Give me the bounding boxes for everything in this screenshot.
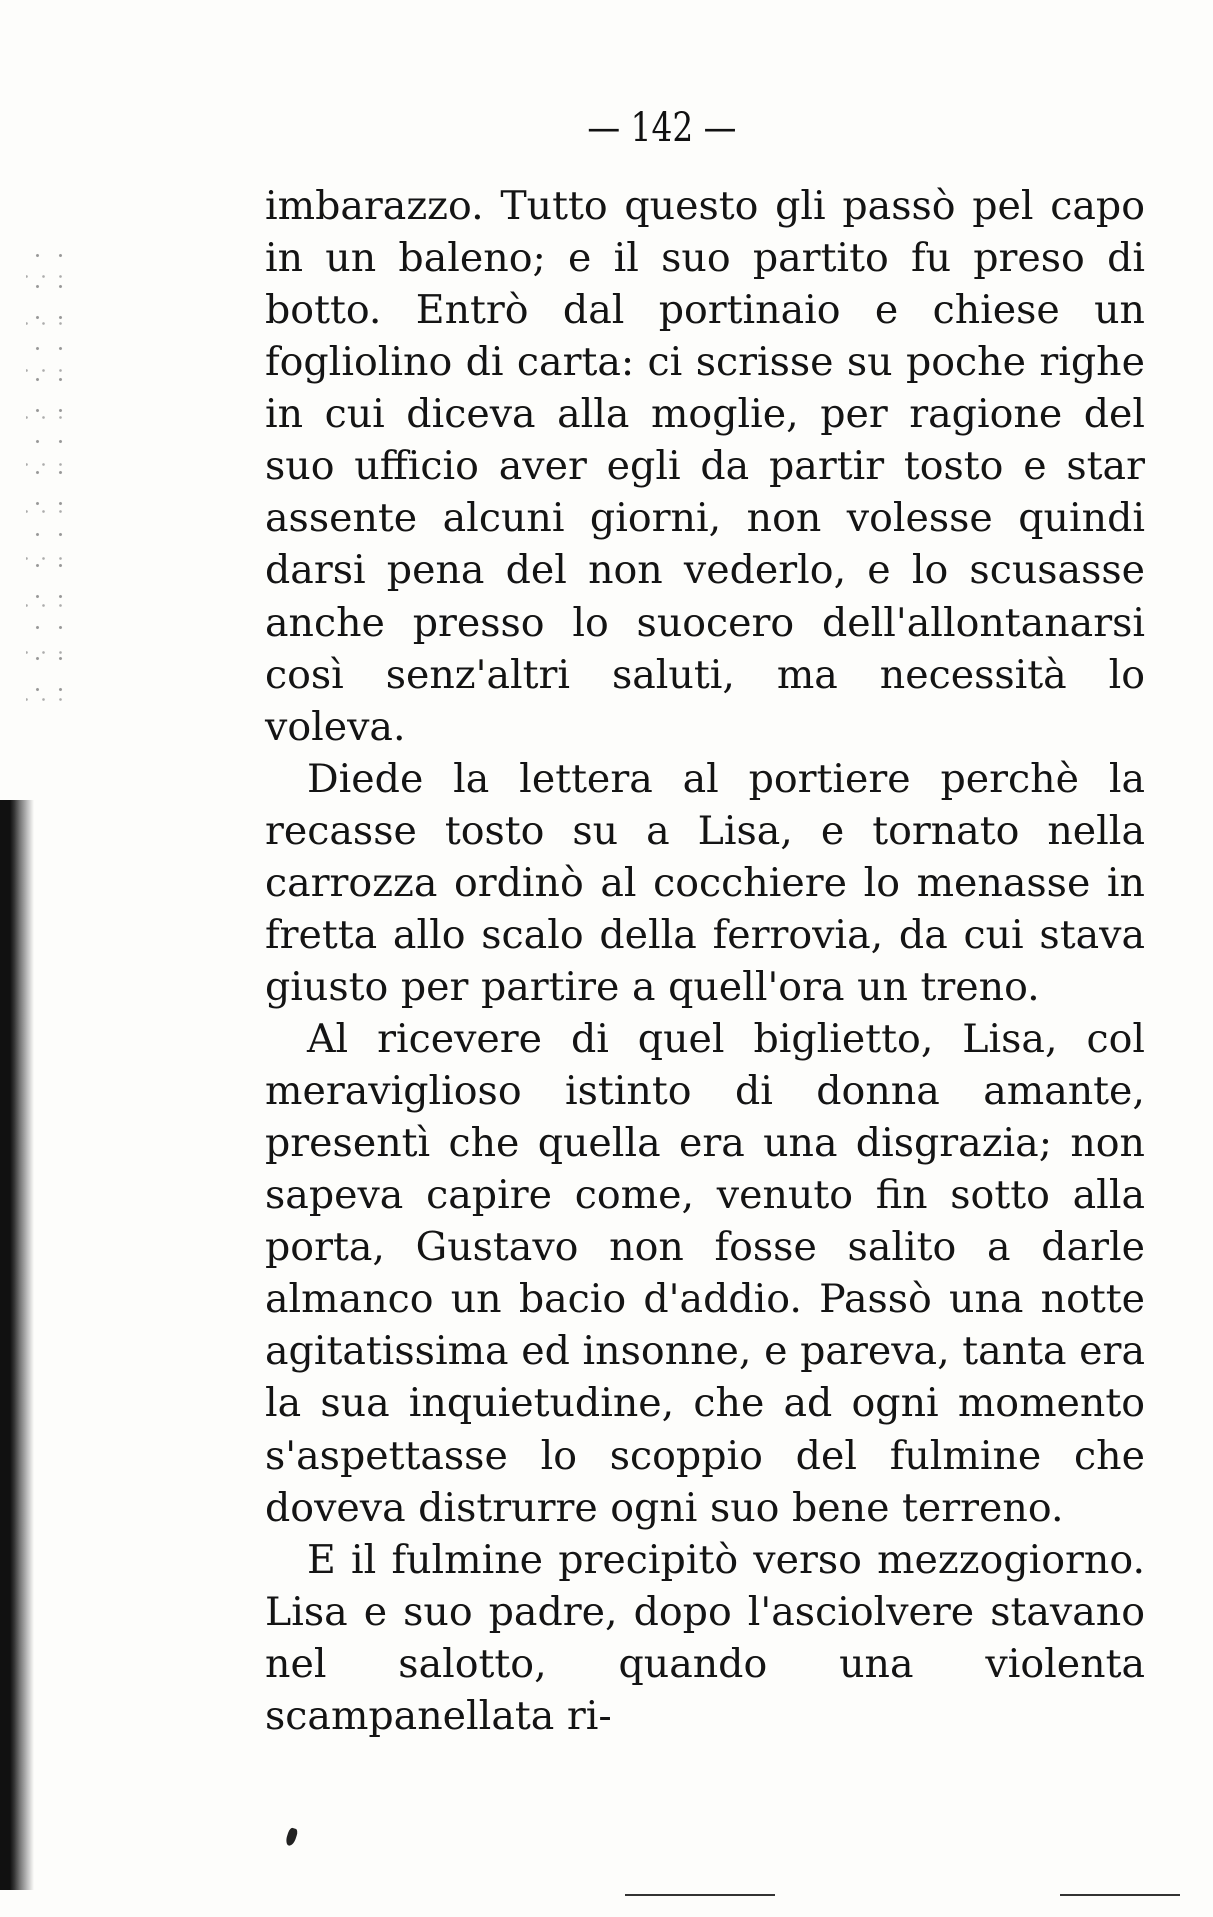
- paragraph-1: imbarazzo. Tutto questo gli passò pel capo in un baleno; e il suo partito fu preso di botto. Entrò dal portinaio e chiese un fogliolino di carta: ci scrisse su poche righe in cui diceva alla moglie, per ragione del suo ufficio aver egli da partir tosto e star assente alcuni giorni, non volesse quindi darsi pena del non vederlo, e lo scusasse anche presso lo suocero dell'allontanarsi così senz'altri saluti, ma necessità lo voleva.: [265, 183, 1145, 750]
- footer-rule-left: [625, 1894, 775, 1896]
- paragraph-3: Al ricevere di quel biglietto, Lisa, col meraviglioso istinto di donna amante, presentì che quella era una disgrazia; non sapeva capire come, venuto fin sotto alla porta, Gustavo non fosse salito a darle almanco un bacio d'addio. Passò una notte agitatissima ed insonne, e pareva, tanta era la sua inquietudine, che ad ogni momento s'aspettasse lo scoppio del fulmine che doveva distrurre ogni suo bene terreno.: [265, 1016, 1145, 1531]
- binding-shadow: [0, 800, 34, 1890]
- page-header: [0, 105, 1213, 151]
- page-specks: [26, 240, 76, 710]
- ink-speck: [284, 1827, 298, 1847]
- paragraph-4: E il fulmine precipitò verso mezzogiorno. Lisa e suo padre, dopo l'asciolvere stavano nel salotto, quando una violenta scampanellata ri-: [265, 1536, 1145, 1739]
- footer-rule-right: [1060, 1894, 1180, 1896]
- body-text: [265, 180, 1145, 1742]
- page-number: — 142 —: [586, 105, 737, 151]
- paragraph-2: Diede la lettera al portiere perchè la recasse tosto su a Lisa, e tornato nella carrozza ordinò al cocchiere lo menasse in fretta allo scalo della ferrovia, da cui stava giusto per partire a quell'ora un treno.: [265, 755, 1145, 1010]
